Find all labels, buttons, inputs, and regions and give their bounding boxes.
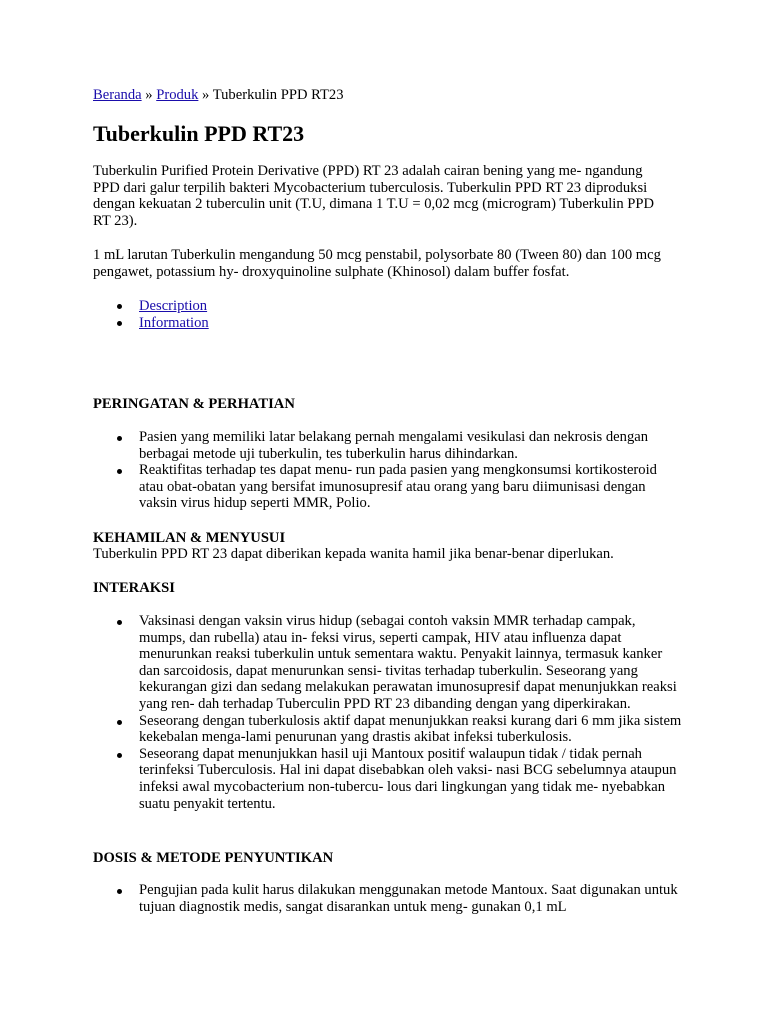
list-item: Pengujian pada kulit harus dilakukan menggunakan metode Mantoux. Saat digunakan untuk tujuan diagnostik medis, sangat disarankan untuk meng- gunakan 0,1 mL: [93, 882, 685, 915]
interactions-heading: INTERAKSI: [93, 580, 175, 596]
breadcrumb-home-link[interactable]: Beranda: [93, 87, 142, 103]
pregnancy-text: Tuberkulin PPD RT 23 dapat diberikan kepada wanita hamil jika benar-benar diperlukan.: [93, 546, 614, 562]
tab-information: [93, 315, 683, 332]
warnings-list: [93, 429, 668, 512]
tab-information-link[interactable]: Information: [139, 314, 209, 331]
breadcrumb-current: Tuberkulin PPD RT23: [212, 87, 344, 103]
breadcrumb-separator: »: [141, 87, 157, 103]
tab-links: [93, 298, 683, 331]
dosage-heading: DOSIS & METODE PENYUNTIKAN: [93, 850, 334, 866]
list-item: Vaksinasi dengan vaksin virus hidup (sebagai contoh vaksin MMR terhadap campak, mumps, dan rubella) atau in- feksi virus, seperti campak, HIV atau influenza dapat menurunkan reaksi tuberkulin untuk sementara waktu. Penyakit lainnya, termasuk kanker dan sarcoidosis, dapat menurunkan sensi- tivitas terhadap tuberkulin. Seseorang yang kekurangan gizi dan sedang melakukan perawatan imunosupresif dapat menunjukkan reaksi yang ren- dah terhadap Tuberculin PPD RT 23 dibanding dengan yang diperkirakan.: [93, 613, 685, 713]
page-title: Tuberkulin PPD RT23: [93, 121, 305, 146]
list-item: Pasien yang memiliki latar belakang pernah mengalami vesikulasi dan nekrosis dengan berbagai metode uji tuberkulin, tes tuberkulin harus dihindarkan.: [93, 429, 668, 462]
dosage-list: [93, 882, 685, 915]
pregnancy-heading: KEHAMILAN & MENYUSUI: [93, 530, 286, 546]
list-item: Seseorang dapat menunjukkan hasil uji Mantoux positif walaupun tidak / tidak pernah terinfeksi Tuberculosis. Hal ini dapat disebabkan oleh vaksi- nasi BCG sebelumnya ataupun infeksi awal mycobacterium non-tubercu- lous dari lingkungan yang tidak me- nyebabkan suatu penyakit tertentu.: [93, 746, 685, 812]
breadcrumb-products-link[interactable]: Produk: [156, 87, 199, 103]
tab-description: [93, 298, 683, 315]
intro-paragraph: Tuberkulin Purified Protein Derivative (PPD) RT 23 adalah cairan bening yang me- ngandung PPD dari galur terpilih bakteri Mycobacterium tuberculosis. Tuberkulin PPD RT 23 diproduksi dengan kekuatan 2 tuberculin unit (T.U, dimana 1 T.U = 0,02 mcg (microgram) Tuberkulin PPD RT 23).: [93, 163, 655, 229]
composition-paragraph: 1 mL larutan Tuberkulin mengandung 50 mcg penstabil, polysorbate 80 (Tween 80) dan 100 mcg pengawet, potassium hy- droxyquinoline sulphate (Khinosol) dalam buffer fosfat.: [93, 247, 661, 280]
tab-description-link[interactable]: Description: [139, 298, 208, 314]
breadcrumb: [93, 87, 683, 104]
breadcrumb-separator: »: [198, 87, 213, 103]
list-item: Seseorang dengan tuberkulosis aktif dapat menunjukkan reaksi kurang dari 6 mm jika sistem kekebalan menga-lami penurunan yang drastis akibat infeksi tuberkulosis.: [93, 713, 685, 746]
warnings-heading: PERINGATAN & PERHATIAN: [93, 396, 295, 412]
list-item: Reaktifitas terhadap tes dapat menu- run pada pasien yang mengkonsumsi kortikosteroid atau obat-obatan yang bersifat imunosupresif atau orang yang baru diimunisasi dengan vaksin virus hidup seperti MMR, Polio.: [93, 462, 668, 512]
interactions-list: [93, 613, 685, 812]
